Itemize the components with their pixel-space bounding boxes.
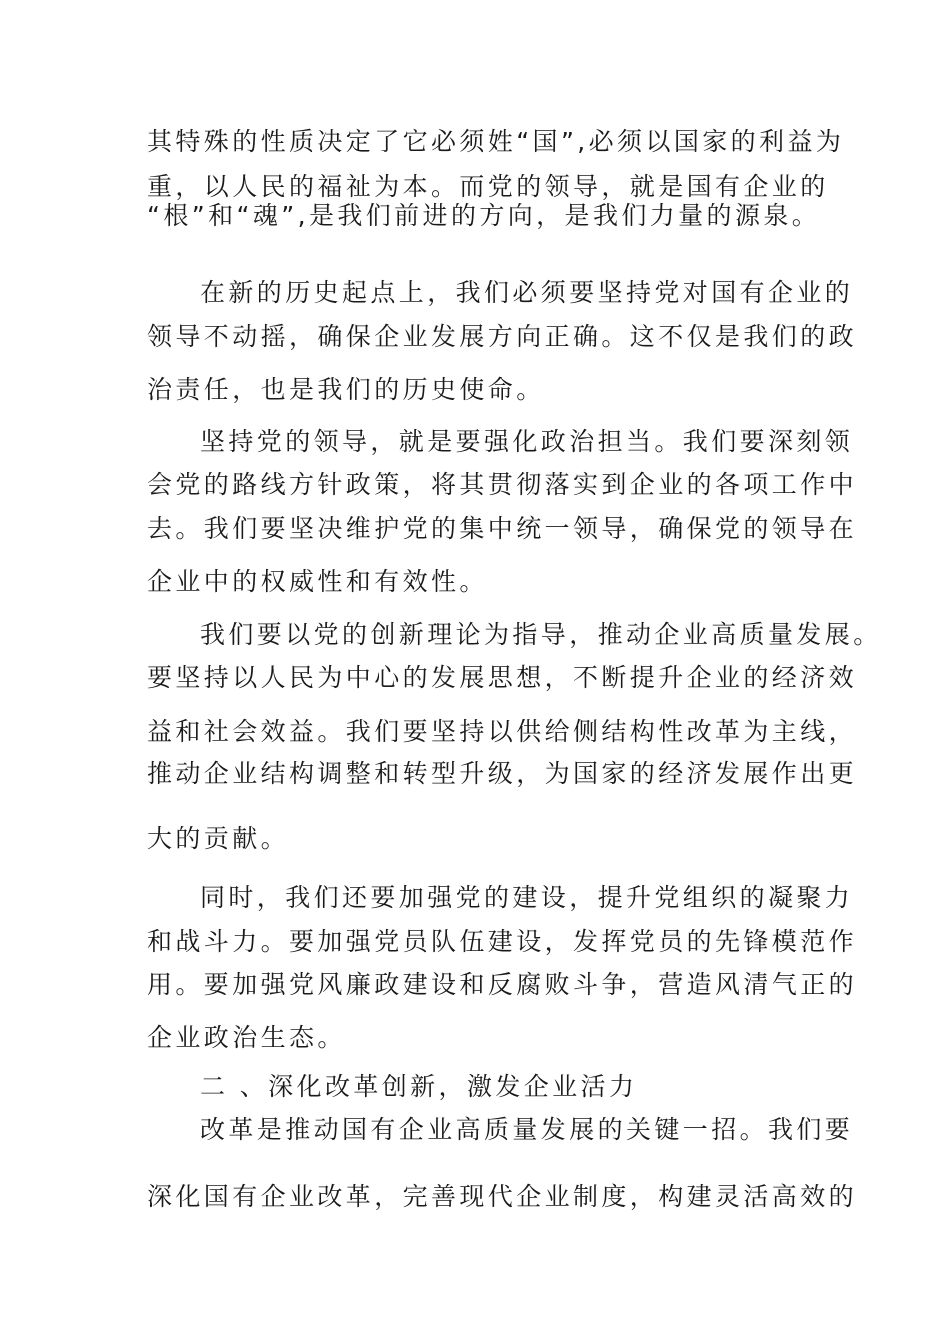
text-line: 企业中的权威性和有效性。 <box>147 567 488 596</box>
text-line: 大的贡献。 <box>147 824 290 853</box>
text-line: “根”和“魂”,是我们前进的方向，是我们力量的源泉。 <box>147 201 821 230</box>
text-line: 领导不动摇，确保企业发展方向正确。这不仅是我们的政 <box>147 322 858 351</box>
text-line: 用。要加强党风廉政建设和反腐败斗争，营造风清气正的 <box>147 970 858 999</box>
paragraph-start-line: 坚持党的领导，就是要强化政治担当。我们要深刻领 <box>200 427 854 456</box>
text-line: 重，以人民的福祉为本。而党的领导，就是国有企业的 <box>147 172 829 201</box>
text-line: 治责任，也是我们的历史使命。 <box>147 375 545 404</box>
paragraph-start-line: 同时，我们还要加强党的建设，提升党组织的凝聚力 <box>200 883 854 912</box>
text-line: 益和社会效益。我们要坚持以供给侧结构性改革为主线， <box>147 717 858 746</box>
text-line: 和战斗力。要加强党员队伍建设，发挥党员的先锋模范作 <box>147 927 858 956</box>
text-line: 推动企业结构调整和转型升级，为国家的经济发展作出更 <box>147 759 858 788</box>
paragraph-start-line: 改革是推动国有企业高质量发展的关键一招。我们要 <box>200 1115 854 1144</box>
text-line: 深化国有企业改革，完善现代企业制度，构建灵活高效的 <box>147 1182 858 1211</box>
text-line: 企业政治生态。 <box>147 1023 346 1052</box>
text-line: 去。我们要坚决维护党的集中统一领导，确保党的领导在 <box>147 514 858 543</box>
text-line: 要坚持以人民为中心的发展思想，不断提升企业的经济效 <box>147 663 858 692</box>
section-heading: 二 、深化改革创新，激发企业活力 <box>200 1072 638 1101</box>
paragraph-start-line: 我们要以党的创新理论为指导，推动企业高质量发展。 <box>200 620 882 649</box>
paragraph-start-line: 在新的历史起点上，我们必须要坚持党对国有企业的 <box>200 278 854 307</box>
text-line: 会党的路线方针政策，将其贯彻落实到企业的各项工作中 <box>147 470 858 499</box>
text-line: 其特殊的性质决定了它必须姓“国”,必须以国家的利益为 <box>147 127 845 156</box>
